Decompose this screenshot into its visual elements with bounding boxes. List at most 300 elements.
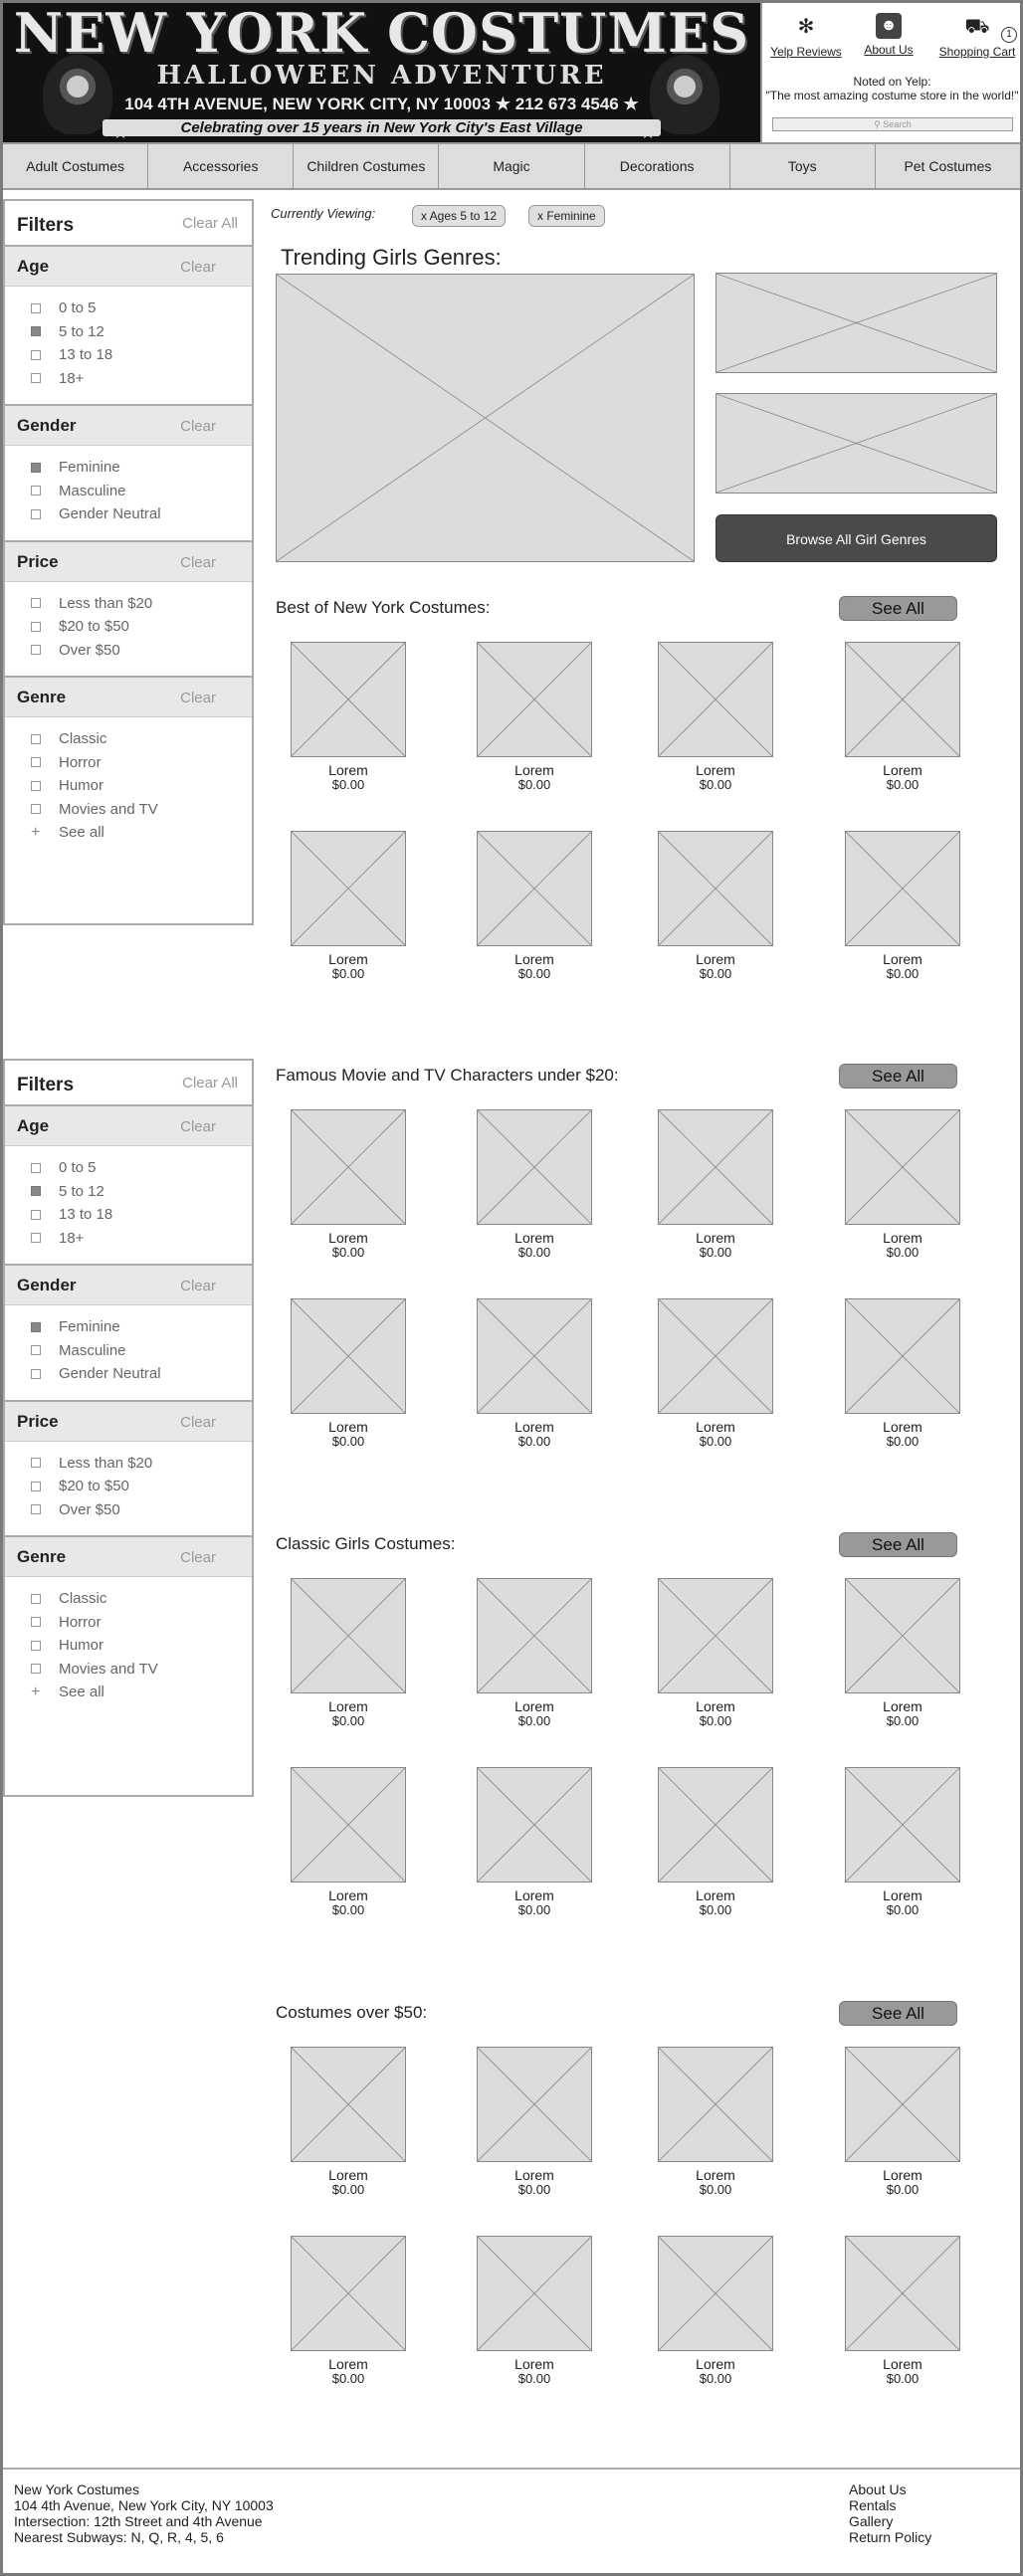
product-price: $0.00 [517,1902,551,1917]
filter-group-title: Price [17,551,59,571]
filter-group-header [5,1537,252,1577]
checkbox[interactable] [31,1186,41,1196]
product-price: $0.00 [699,1245,732,1260]
footer-links [849,2481,931,2545]
filter-option[interactable] [5,502,252,526]
product-card[interactable] [291,1578,406,1728]
filter-option[interactable] [5,343,252,367]
filter-option-label: 13 to 18 [59,346,113,364]
product-price: $0.00 [699,777,732,792]
product-card[interactable] [291,831,406,981]
checkbox[interactable] [31,1641,41,1651]
product-price: $0.00 [886,2371,920,2386]
filter-group-header [5,406,252,446]
see-all-genres-link[interactable] [5,1681,252,1704]
see-all-button[interactable]: See All [839,596,957,621]
product-card[interactable] [658,1767,773,1917]
checkbox[interactable] [31,1594,41,1604]
product-card[interactable] [291,2047,406,2197]
clear-price-button[interactable]: Clear [180,1413,216,1431]
filter-group-title: Gender [17,1276,77,1294]
filter-group-genre [5,1535,252,1718]
filter-option[interactable] [5,1658,252,1682]
filter-option[interactable] [5,297,252,320]
filter-group-options [5,1577,252,1718]
nav-decorations[interactable]: Decorations [585,144,730,188]
product-image[interactable] [658,1298,773,1414]
nav-children-costumes[interactable]: Children Costumes [294,144,439,188]
filter-option[interactable] [5,1498,252,1522]
product-card[interactable] [477,2047,592,2197]
banner-tagline: Celebrating over 15 years in New York City's East Village [102,119,661,136]
filter-group-header [5,1402,252,1442]
product-price: $0.00 [886,1902,920,1917]
yelp-quote-text: "The most amazing costume store in the world!" [765,89,1019,102]
product-price: $0.00 [517,1434,551,1449]
product-name: Lorem [696,762,735,778]
footer [3,2468,1020,2573]
clear-age-button[interactable]: Clear [180,259,216,276]
trending-image-main[interactable] [276,274,695,562]
checkbox[interactable] [31,1163,41,1173]
product-card[interactable] [845,1767,960,1917]
filter-option-label: Movies and TV [59,800,158,818]
product-name: Lorem [328,951,368,967]
filter-option[interactable] [5,1339,252,1363]
product-price: $0.00 [331,1713,365,1728]
product-image[interactable] [477,2236,592,2351]
filter-group-title: Genre [17,1547,67,1566]
checkbox[interactable] [31,1482,41,1491]
checkbox[interactable] [31,622,41,632]
store-banner[interactable] [3,3,760,142]
product-name: Lorem [696,1887,735,1903]
filter-option-label: Over $50 [59,641,120,659]
product-name: Lorem [514,762,554,778]
product-name: Lorem [328,2167,368,2183]
category-nav [3,142,1020,190]
clear-price-button[interactable]: Clear [180,553,216,571]
filter-group-title: Age [17,257,50,276]
product-card[interactable] [658,1298,773,1449]
product-image[interactable] [845,1298,960,1414]
product-card[interactable] [658,831,773,981]
product-price: $0.00 [331,2371,365,2386]
filter-group-price [5,1400,252,1536]
about-icon: ☻ [876,13,902,39]
filter-option[interactable] [5,1203,252,1227]
product-price: $0.00 [699,2371,732,2386]
product-name: Lorem [514,2356,554,2372]
product-card[interactable] [477,2236,592,2386]
plus-icon: + [31,823,41,841]
product-price: $0.00 [886,777,920,792]
filter-option[interactable] [5,456,252,480]
product-name: Lorem [328,1887,368,1903]
shopping-cart-label: Shopping Cart [938,45,1016,59]
product-card[interactable] [477,1578,592,1728]
filter-option[interactable] [5,1315,252,1339]
filter-option-label: 18+ [59,369,85,387]
search-icon: ⚲ [874,119,884,129]
filter-option-label: 0 to 5 [59,1159,97,1177]
product-image[interactable] [291,1298,406,1414]
product-image[interactable] [845,831,960,946]
product-name: Lorem [328,1698,368,1714]
product-image[interactable] [291,2236,406,2351]
product-price: $0.00 [886,2182,920,2197]
product-image[interactable] [658,642,773,757]
filter-group-header [5,1106,252,1146]
checkbox[interactable] [31,1369,41,1379]
footer-link-rentals[interactable]: Rentals [849,2497,897,2513]
checkbox[interactable] [31,598,41,608]
product-price: $0.00 [517,777,551,792]
filter-group-gender [5,1264,252,1400]
filter-option-label: Gender Neutral [59,1365,161,1383]
footer-store-name: New York Costumes [14,2481,140,2497]
checkbox[interactable] [31,373,41,383]
see-all-label: See all [59,1684,104,1701]
filter-group-header [5,678,252,717]
product-image[interactable] [845,1109,960,1225]
product-image[interactable] [658,1109,773,1225]
product-price: $0.00 [331,1245,365,1260]
product-card[interactable] [291,1109,406,1260]
filter-option[interactable] [5,1475,252,1498]
product-price: $0.00 [331,1902,365,1917]
product-card[interactable] [845,642,960,792]
filter-group-options [5,287,252,404]
banner-address: 104 4TH AVENUE, NEW YORK CITY, NY 10003 ★ 212 673 4546 ★ [124,95,639,113]
product-price: $0.00 [517,2182,551,2197]
footer-link-return-policy[interactable]: Return Policy [849,2529,932,2545]
product-image[interactable] [477,831,592,946]
checkbox[interactable] [31,463,41,473]
plus-icon: + [31,1683,41,1700]
yelp-reviews-label: Yelp Reviews [770,45,842,59]
checkbox[interactable] [31,734,41,744]
product-image[interactable] [845,1767,960,1882]
product-name: Lorem [883,1887,922,1903]
product-card[interactable] [845,1298,960,1449]
filter-group-title: Gender [17,416,77,435]
yelp-quote-label: Noted on Yelp: [853,75,931,89]
filter-option-label: Classic [59,1590,107,1608]
filter-option-label: Horror [59,1613,102,1631]
checkbox[interactable] [31,781,41,791]
product-image[interactable] [477,1298,592,1414]
clear-age-button[interactable]: Clear [180,1118,216,1135]
product-name: Lorem [883,762,922,778]
filter-group-title: Age [17,1116,50,1135]
checkbox[interactable] [31,326,41,336]
filter-option[interactable] [5,639,252,663]
section-title: Famous Movie and TV Characters under $20: [276,1066,619,1085]
cart-icon: ⛟ [964,16,990,38]
filter-option[interactable] [5,1587,252,1611]
product-image[interactable] [477,2047,592,2162]
filter-option[interactable] [5,615,252,639]
checkbox[interactable] [31,757,41,767]
product-name: Lorem [883,1230,922,1246]
clear-gender-button[interactable]: Clear [180,418,216,435]
search-placeholder: Search [883,119,912,129]
product-image[interactable] [845,642,960,757]
product-image[interactable] [658,1578,773,1693]
checkbox[interactable] [31,1504,41,1514]
see-all-button[interactable]: See All [839,2001,957,2026]
filter-option[interactable] [5,592,252,616]
see-all-genres-link[interactable] [5,821,252,845]
filter-option-label: Less than $20 [59,1454,153,1472]
filter-option-label: Feminine [59,1318,120,1336]
see-all-button[interactable]: See All [839,1064,957,1089]
product-card[interactable] [291,1767,406,1917]
filters-panel [3,199,254,925]
see-all-button[interactable]: See All [839,1532,957,1557]
filter-option-label: Over $50 [59,1500,120,1518]
product-price: $0.00 [517,1713,551,1728]
nav-pet-costumes[interactable]: Pet Costumes [904,158,992,174]
filter-option[interactable] [5,798,252,822]
product-name: Lorem [883,1419,922,1435]
browse-all-girl-genres-button[interactable]: Browse All Girl Genres [716,514,997,562]
nav-magic[interactable]: Magic [439,144,584,188]
product-name: Lorem [514,1887,554,1903]
product-name: Lorem [328,1419,368,1435]
product-card[interactable] [845,831,960,981]
trending-image-secondary[interactable] [716,393,997,494]
product-price: $0.00 [331,1434,365,1449]
filter-option[interactable] [5,774,252,798]
shopping-cart-link[interactable] [933,13,1021,59]
clear-genre-button[interactable]: Clear [180,690,216,706]
filter-option[interactable] [5,727,252,751]
product-name: Lorem [696,951,735,967]
product-image[interactable] [658,2047,773,2162]
product-image[interactable] [845,1578,960,1693]
filter-group-gender [5,404,252,540]
product-card[interactable] [658,642,773,792]
filter-group-genre [5,676,252,859]
filter-option-label: 0 to 5 [59,299,97,317]
filter-option[interactable] [5,480,252,503]
product-price: $0.00 [331,2182,365,2197]
product-card[interactable] [477,831,592,981]
checkbox[interactable] [31,804,41,814]
filter-chip-age[interactable]: x Ages 5 to 12 [412,205,506,227]
product-price: $0.00 [699,1434,732,1449]
header-utility [760,3,1020,142]
product-image[interactable] [291,1578,406,1693]
filter-option[interactable] [5,1362,252,1386]
filter-group-price [5,540,252,677]
product-image[interactable] [845,2236,960,2351]
footer-store-info [14,2481,274,2545]
filters-title: Filters [17,215,75,236]
section-title: Costumes over $50: [276,2003,428,2022]
checkbox[interactable] [31,1345,41,1355]
product-price: $0.00 [517,966,551,981]
footer-link-about[interactable]: About Us [849,2481,907,2497]
nav-accessories[interactable]: Accessories [148,144,294,188]
filter-option-label: $20 to $50 [59,618,129,636]
product-card[interactable] [658,1578,773,1728]
product-name: Lorem [514,1230,554,1246]
filter-option[interactable] [5,1180,252,1204]
filter-group-options [5,446,252,540]
filter-option[interactable] [5,1611,252,1635]
section-title: Classic Girls Costumes: [276,1534,456,1553]
about-us-link[interactable] [854,13,923,57]
product-name: Lorem [883,1698,922,1714]
product-card[interactable] [845,2047,960,2197]
checkbox[interactable] [31,303,41,313]
checkbox[interactable] [31,1458,41,1468]
product-price: $0.00 [699,966,732,981]
currently-viewing-label: Currently Viewing: [271,206,376,221]
product-image[interactable] [477,1109,592,1225]
product-image[interactable] [291,2047,406,2162]
product-card[interactable] [658,2236,773,2386]
product-name: Lorem [696,2356,735,2372]
clear-all-button[interactable]: Clear All [182,1075,238,1091]
filter-option-label: 13 to 18 [59,1206,113,1224]
product-card[interactable] [658,1109,773,1260]
filter-option-label: Movies and TV [59,1660,158,1678]
filters-panel [3,1059,254,1797]
filter-group-options [5,1146,252,1264]
product-image[interactable] [477,1578,592,1693]
filters-header [5,1061,252,1104]
product-image[interactable] [477,1767,592,1882]
product-price: $0.00 [699,1713,732,1728]
product-name: Lorem [883,951,922,967]
filter-option[interactable] [5,1452,252,1476]
filter-group-age [5,245,252,404]
filter-option-label: Humor [59,1637,104,1655]
product-image[interactable] [477,642,592,757]
clear-genre-button[interactable]: Clear [180,1549,216,1566]
clear-gender-button[interactable]: Clear [180,1278,216,1294]
checkbox[interactable] [31,486,41,495]
product-card[interactable] [291,1298,406,1449]
product-card[interactable] [658,2047,773,2197]
filter-option[interactable] [5,751,252,775]
product-image[interactable] [291,1109,406,1225]
filter-group-options [5,582,252,677]
product-card[interactable] [291,642,406,792]
filter-group-title: Price [17,1411,59,1431]
product-card[interactable] [845,1109,960,1260]
product-name: Lorem [696,1230,735,1246]
product-price: $0.00 [886,1713,920,1728]
product-name: Lorem [514,1698,554,1714]
filter-group-age [5,1104,252,1264]
star-icon: ★ [112,122,129,142]
footer-link-gallery[interactable]: Gallery [849,2513,894,2529]
product-image[interactable] [845,2047,960,2162]
filter-option-label: Classic [59,730,107,748]
banner-subtitle: HALLOWEEN ADVENTURE [156,61,607,91]
filter-option[interactable] [5,367,252,391]
search-input[interactable] [772,117,1013,131]
product-name: Lorem [328,1230,368,1246]
product-price: $0.00 [886,1434,920,1449]
filter-option-label: Less than $20 [59,594,153,612]
product-price: $0.00 [699,2182,732,2197]
section-title: Best of New York Costumes: [276,598,491,617]
product-card[interactable] [291,2236,406,2386]
product-image[interactable] [658,2236,773,2351]
product-card[interactable] [477,1298,592,1449]
product-card[interactable] [477,1109,592,1260]
nav-adult-costumes[interactable]: Adult Costumes [3,144,148,188]
product-card[interactable] [477,1767,592,1917]
footer-subways: Nearest Subways: N, Q, R, 4, 5, 6 [14,2529,224,2545]
product-name: Lorem [883,2356,922,2372]
trending-image-secondary[interactable] [716,273,997,373]
product-name: Lorem [328,2356,368,2372]
yelp-quote [762,75,1022,102]
checkbox[interactable] [31,1233,41,1243]
star-icon: ★ [640,122,657,142]
nav-toys[interactable]: Toys [730,144,876,188]
filter-option[interactable] [5,320,252,344]
filter-group-options [5,1305,252,1400]
checkbox[interactable] [31,509,41,519]
product-card[interactable] [477,642,592,792]
checkbox[interactable] [31,1210,41,1220]
filter-option-label: Masculine [59,482,126,499]
product-price: $0.00 [699,1902,732,1917]
product-card[interactable] [845,2236,960,2386]
product-name: Lorem [514,951,554,967]
trending-title: Trending Girls Genres: [281,245,502,270]
product-name: Lorem [883,2167,922,2183]
product-image[interactable] [291,642,406,757]
about-us-label: About Us [864,43,914,57]
banner-title: NEW YORK COSTUMES [13,3,750,65]
product-price: $0.00 [517,2371,551,2386]
product-price: $0.00 [517,1245,551,1260]
filters-header [5,201,252,245]
checkbox[interactable] [31,1322,41,1332]
product-image[interactable] [291,1767,406,1882]
filter-option[interactable] [5,1156,252,1180]
checkbox[interactable] [31,1664,41,1674]
product-card[interactable] [845,1578,960,1728]
filter-option-label: Humor [59,777,104,795]
checkbox[interactable] [31,1617,41,1627]
checkbox[interactable] [31,350,41,360]
clear-all-button[interactable]: Clear All [182,215,238,232]
product-price: $0.00 [886,966,920,981]
yelp-reviews-link[interactable] [768,13,844,59]
filter-option-label: 18+ [59,1229,85,1247]
product-image[interactable] [658,1767,773,1882]
checkbox[interactable] [31,645,41,655]
filter-option-label: Masculine [59,1341,126,1359]
filter-chip-gender[interactable]: x Feminine [528,205,605,227]
product-price: $0.00 [886,1245,920,1260]
product-image[interactable] [658,831,773,946]
filter-option[interactable] [5,1227,252,1251]
filter-group-title: Genre [17,688,67,706]
product-image[interactable] [291,831,406,946]
filter-option[interactable] [5,1634,252,1658]
